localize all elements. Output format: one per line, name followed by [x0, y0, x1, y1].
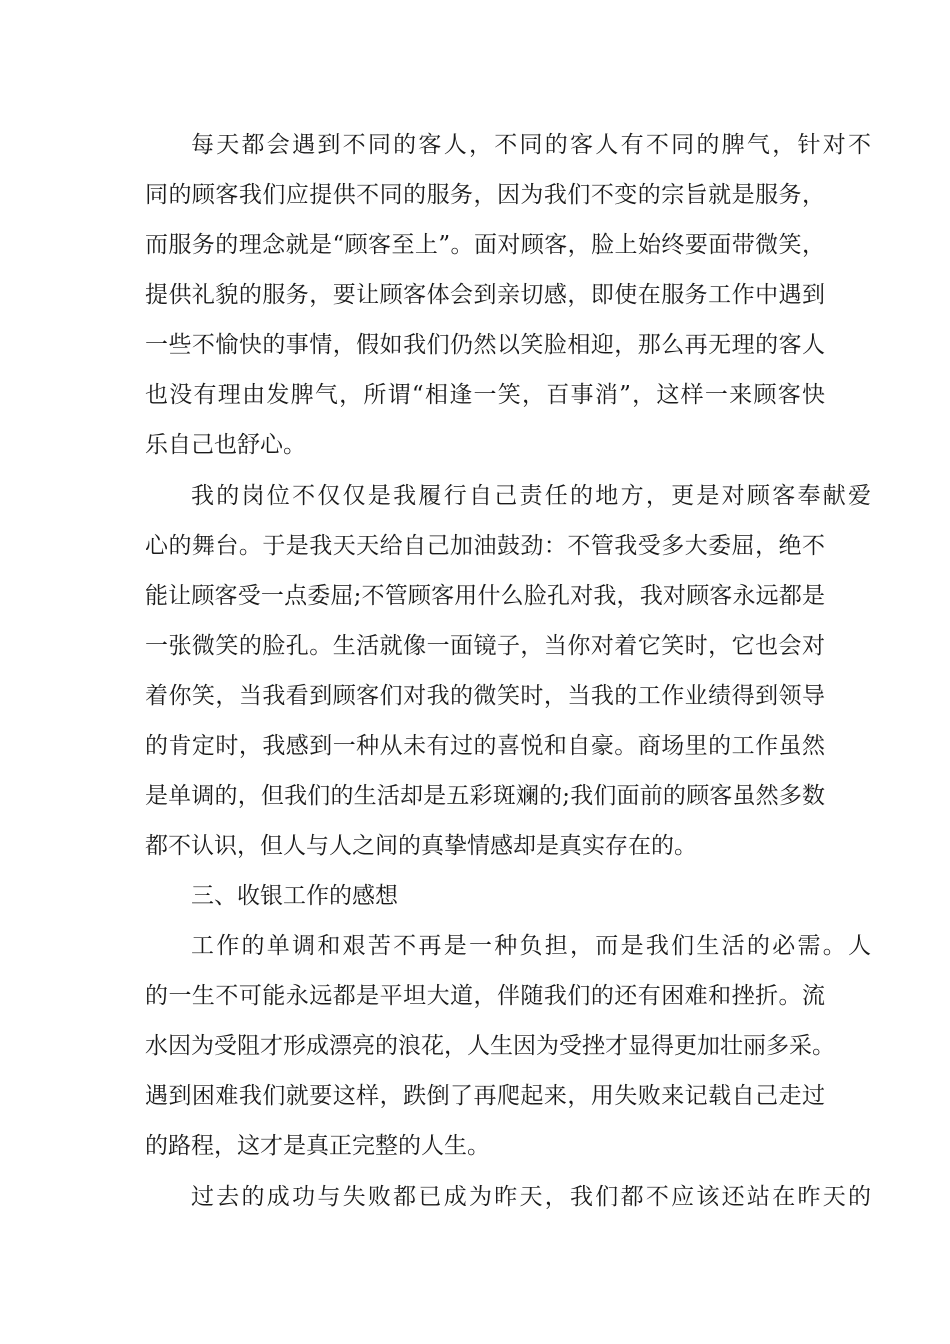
paragraph-3-line-3: 水因为受阻才形成漂亮的浪花，人生因为受挫才显得更加壮丽多采。	[145, 1033, 835, 1059]
paragraph-1-line-4: 提供礼貌的服务，要让顾客体会到亲切感，即使在服务工作中遇到	[145, 282, 825, 308]
paragraph-2-line-8: 都不认识，但人与人之间的真挚情感却是真实存在的。	[145, 833, 697, 859]
paragraph-2-line-4: 一张微笑的脸孔。生活就像一面镜子，当你对着它笑时，它也会对	[145, 633, 825, 659]
paragraph-2-line-7: 是单调的，但我们的生活却是五彩斑斓的;我们面前的顾客虽然多数	[145, 783, 825, 809]
paragraph-2-line-1: 我的岗位不仅仅是我履行自己责任的地方，更是对顾客奉献爱	[191, 483, 871, 509]
paragraph-1-line-2: 同的顾客我们应提供不同的服务，因为我们不变的宗旨就是服务，	[145, 182, 825, 208]
section-heading: 三、收银工作的感想	[191, 883, 398, 909]
paragraph-1-line-7: 乐自己也舒心。	[145, 432, 306, 458]
paragraph-1-line-3: 而服务的理念就是“顾客至上”。面对顾客，脸上始终要面带微笑，	[145, 232, 825, 258]
paragraph-4-line-1: 过去的成功与失败都已成为昨天，我们都不应该还站在昨天的	[191, 1184, 871, 1210]
paragraph-1-line-1: 每天都会遇到不同的客人，不同的客人有不同的脾气，针对不	[191, 132, 871, 158]
paragraph-2-line-2: 心的舞台。于是我天天给自己加油鼓劲：不管我受多大委屈，绝不	[145, 533, 825, 559]
paragraph-1-line-5: 一些不愉快的事情，假如我们仍然以笑脸相迎，那么再无理的客人	[145, 332, 825, 358]
paragraph-2-line-6: 的肯定时，我感到一种从未有过的喜悦和自豪。商场里的工作虽然	[145, 733, 825, 759]
paragraph-3-line-1: 工作的单调和艰苦不再是一种负担，而是我们生活的必需。人	[191, 933, 871, 959]
paragraph-3-line-2: 的一生不可能永远都是平坦大道，伴随我们的还有困难和挫折。流	[145, 983, 825, 1009]
paragraph-2-line-3: 能让顾客受一点委屈;不管顾客用什么脸孔对我，我对顾客永远都是	[145, 583, 825, 609]
paragraph-2-line-5: 着你笑，当我看到顾客们对我的微笑时，当我的工作业绩得到领导	[145, 683, 825, 709]
paragraph-3-line-4: 遇到困难我们就要这样，跌倒了再爬起来，用失败来记载自己走过	[145, 1083, 825, 1109]
paragraph-3-line-5: 的路程，这才是真正完整的人生。	[145, 1133, 490, 1159]
paragraph-1-line-6: 也没有理由发脾气，所谓“相逢一笑，百事消”，这样一来顾客快	[145, 382, 825, 408]
